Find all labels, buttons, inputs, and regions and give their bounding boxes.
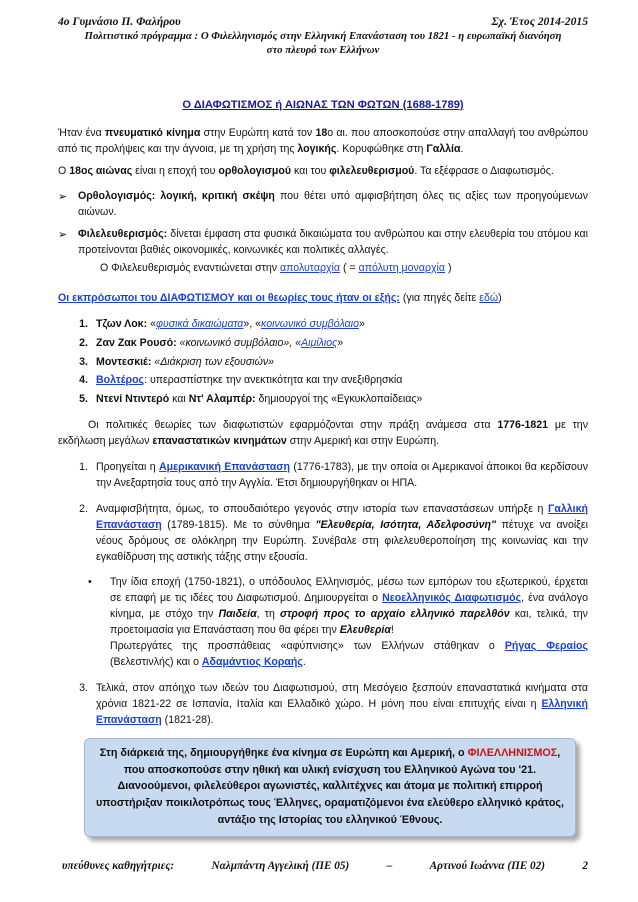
text: !: [390, 624, 394, 637]
list-item-text: [96, 355, 588, 371]
text: Αναμφισβήτητα, όμως, το σπουδαιότερο γεγονός στην ιστορία των επαναστάσεων υπήρξε η: [96, 502, 548, 515]
motto: "Ελευθερία, Ισότητα, Αδελφοσύνη": [315, 518, 497, 531]
page-title: Ο ΔΙΑΦΩΤΙΣΜΟΣ ή ΑΙΩΝΑΣ ΤΩΝ ΦΩΤΩΝ (1688-1789): [182, 99, 464, 111]
list-number: 1.: [79, 317, 88, 330]
bold-term: 18ος αιώνας: [69, 164, 133, 177]
link-french-revolution[interactable]: Γαλλική Επανάσταση: [96, 502, 588, 531]
bold-term: 18: [315, 126, 328, 139]
text: , ένα ανάλογο κίνημα, με στόχο την: [110, 592, 588, 621]
text: (1821-28).: [161, 713, 214, 726]
text: , τη: [256, 608, 281, 621]
text: ( =: [340, 262, 359, 275]
event-text: [96, 460, 588, 492]
liberalism-opposition: [58, 261, 588, 277]
bullet-text: [78, 189, 588, 221]
representatives-list: [58, 317, 588, 408]
list-number: 3.: [79, 355, 88, 368]
school-year: Σχ. Έτος 2014-2015: [491, 15, 588, 28]
text: Οι πολιτικές θεωρίες των διαφωτιστών εφαρμόζονται στην πράξη ανάμεσα στα: [88, 419, 498, 432]
event-greek-revolution: [58, 681, 588, 729]
text: Ήταν ένα: [58, 126, 105, 139]
person-name: Τζων Λοκ:: [96, 317, 148, 330]
text: που θέτει υπό αμφισβήτηση όλες τις αξίες των προηγούμενων αιώνων.: [78, 190, 588, 219]
bold-term: Γαλλία: [426, 142, 461, 155]
bullet-text: [78, 227, 588, 259]
link-absolutism[interactable]: απολυταρχία: [279, 262, 341, 275]
program-title-line1: Πολιτιστικό πρόγραμμα : Ο Φιλελληνισμός στην Ελληνική Επανάσταση του 1821 - η ευρωπαϊκή διανόηση: [84, 30, 562, 43]
text: είναι η εποχή του: [132, 164, 219, 177]
text: Τελικά, στον απόηχο των ιδεών του Διαφωτισμού, στη Μεσόγειο ξεσπούν επαναστατικά κινήματα στα χρόνια 1821-22 σε Ισπανία, Ιταλία και Ελλαδικό χώρο. Η μόνη που είναι επιτυχής είναι η: [96, 681, 588, 710]
list-number: 5.: [79, 393, 88, 406]
event-text: [96, 502, 588, 566]
link-social-contract[interactable]: κοινωνικό συμβόλαιο: [261, 317, 359, 330]
text: .: [460, 142, 464, 155]
link-emile[interactable]: Αιμίλιος: [301, 336, 338, 349]
main-content: [58, 97, 588, 738]
application-paragraph: [58, 418, 588, 450]
link-american-revolution[interactable]: Αμερικανική Επανάσταση: [158, 461, 291, 474]
text: , που αποσκοπούσε στην ηθική και υλική ενίσχυση του Ελληνικού Αγώνα του '21. Διανοούμενοι, φιλελεύθεροι αγωνιστές, καλλιτέχνες και άτομα με πολιτική επιρροή υποστήριξαν ποικιλοτρόπως τους Έλληνες, οραματιζόμενοι ένα ελεύθερο ελληνικό κράτος, αντάξιο της Ιστορίας του ελληνικού Έθνους.: [95, 747, 565, 826]
list-item-text: [96, 336, 588, 352]
bullet-liberalism: [58, 227, 588, 259]
person-name: Ντ' Αλαμπέρ:: [185, 393, 256, 406]
bold-term: Φιλελευθερισμός:: [78, 228, 168, 241]
text: »: [337, 336, 344, 349]
text: »: [358, 317, 365, 330]
link-natural-rights[interactable]: φυσικά δικαιώματα: [155, 317, 244, 330]
list-item-text: [96, 317, 588, 333]
link-adamantios-korais[interactable]: Αδαμάντιος Κοραής: [201, 655, 303, 668]
footer-teacher-1: Ναλμπάντη Αγγελική (ΠΕ 05): [211, 860, 350, 872]
bold-term: ορθολογισμού: [218, 164, 291, 177]
program-title-line2: στο πλευρό των Ελλήνων: [266, 44, 380, 57]
text: : υπερασπίστηκε την ανεκτικότητα και την ανεξιθρησκία: [144, 374, 403, 387]
text: Ο Φιλελευθερισμός εναντιώνεται στην: [100, 262, 280, 275]
text: (για πηγές δείτε: [399, 291, 480, 304]
list-number: 1.: [79, 461, 88, 474]
text: δίνεται έμφαση στα φυσικά δικαιώματα του ανθρώπου και στην ελευθερία του ατόμου και προτείνονται βαθιές οικονομικές, κοινωνικές και πολιτικές αλλαγές.: [78, 228, 588, 257]
list-number: 3.: [79, 681, 88, 694]
bold-term: στροφή προς το αρχαίο ελληνικό παρελθόν: [280, 608, 510, 621]
text: Πρωτεργάτες της προσπάθειας «αφύπνισης» των Ελλήνων στάθηκαν ο: [110, 639, 505, 652]
bold-term: 1776-1821: [497, 419, 549, 432]
text: Την ίδια εποχή (1750-1821), ο υπόδουλος Ελληνισμός, μέσω των εμπόρων του εξωτερικού, έρχεται σε επαφή με τις ιδέες του Διαφωτισμού. Δημιουργείται ο: [110, 576, 588, 605]
list-item-text: [96, 373, 588, 389]
bold-term: επαναστατικών κινημάτων: [152, 435, 287, 448]
list-item: [58, 355, 588, 371]
page-footer: [62, 858, 588, 875]
bold-term: Παιδεία: [218, 608, 257, 621]
list-item: [58, 317, 588, 333]
bold-term: φιλελευθερισμού: [329, 164, 415, 177]
bold-term: Ορθολογισμός: λογική, κριτική σκέψη: [78, 190, 275, 203]
person-name: Ντενί Ντιντερό: [96, 393, 173, 406]
event-text: [96, 681, 588, 729]
text: Ο: [58, 164, 70, 177]
text: με την εκδήλωση μεγάλων: [58, 419, 588, 448]
arrow-bullet-icon: ➢: [58, 191, 68, 204]
page-header: [58, 14, 588, 57]
intro-paragraph: [58, 126, 588, 158]
text: πέτυχε να ανοίξει νέους δρόμους σε ολόκληρη την Ευρώπη. Συνέβαλε στη φιλελευθεροποίηση της κοινωνίας και την εγκαθίδρυση της αστικής τάξης στην εξουσία.: [96, 518, 589, 563]
page-number: 2: [582, 860, 588, 872]
representatives-heading: Οι εκπρόσωποι του ΔΙΑΦΩΤΙΣΜΟΥ και οι θεωρίες τους ήταν οι εξής:: [58, 291, 400, 304]
text: και του: [291, 164, 330, 177]
text: ): [445, 262, 452, 275]
list-item-text: [96, 392, 588, 408]
text: Προηγείται η: [96, 461, 159, 474]
person-name: Μοντεσκιέ:: [96, 355, 152, 368]
philhellenism-term: ΦΙΛΕΛΛΗΝΙΣΜΟΣ: [467, 747, 558, 759]
text: και: [172, 393, 186, 406]
text: .: [302, 655, 306, 668]
bullet-text: [110, 575, 588, 670]
text: (1776-1783), με την οποία οι Αμερικανοί άποικοι θα κερδίσουν την Ανεξαρτησία τους από την Αγγλία. Έτσι δημιουργήθηκαν οι ΗΠΑ.: [96, 461, 589, 489]
link-greek-revolution[interactable]: Ελληνική Επανάσταση: [96, 697, 588, 726]
text: στην Αμερική και στην Ευρώπη.: [286, 435, 440, 448]
text: «: [147, 317, 156, 330]
link-rigas-feraios[interactable]: Ρήγας Φεραίος: [504, 639, 588, 652]
text: . Τα εξέφρασε ο Διαφωτισμός.: [414, 164, 554, 177]
list-number: 2.: [79, 502, 88, 515]
text: . Κορυφώθηκε στη: [336, 142, 427, 155]
philhellenism-callout: [84, 738, 576, 837]
link-voltaire[interactable]: Βολτέρος: [96, 374, 145, 387]
text: (1789-1815). Με το σύνθημα: [161, 518, 316, 531]
greek-enlightenment-bullet: [88, 575, 588, 670]
footer-dash: –: [386, 860, 393, 872]
text: (Βελεστινλής) και ο: [110, 655, 202, 668]
school-name: 4ο Γυμνάσιο Π. Φαλήρου: [58, 15, 181, 28]
bullet-rationalism: [58, 189, 588, 221]
text: «κοινωνικό συμβόλαιο», «: [176, 336, 302, 349]
text: », «: [243, 317, 262, 330]
bold-term: πνευματικό κίνημα: [105, 126, 201, 139]
text: στην Ευρώπη κατά τον: [200, 126, 316, 139]
intro-paragraph-2: [58, 164, 588, 180]
list-item: [58, 336, 588, 352]
text: Στη διάρκειά της, δημιουργήθηκε ένα κίνημα σε Ευρώπη και Αμερική, ο: [99, 747, 468, 759]
representatives-heading-line: [58, 291, 588, 307]
text: ο αι. που αποσκοπούσε στην απαλλαγή του ανθρώπου από τις προλήψεις και την άγνοια, με τη χρήση της: [58, 126, 588, 155]
text: δημιουργοί της «Εγκυκλοπαίδειας»: [255, 393, 423, 406]
text: «Διάκριση των εξουσιών»: [151, 355, 275, 368]
link-sources-here[interactable]: εδώ: [479, 291, 499, 304]
list-number: 2.: [79, 336, 88, 349]
event-french-revolution: [58, 502, 588, 566]
footer-teacher-2: Αρτινού Ιωάννα (ΠΕ 02): [429, 860, 545, 872]
footer-label: υπεύθυνες καθηγήτριες:: [62, 860, 175, 872]
event-american-revolution: [58, 460, 588, 492]
link-modern-greek-enlightenment[interactable]: Νεοελληνικός Διαφωτισμός: [382, 592, 522, 605]
link-absolute-monarchy[interactable]: απόλυτη μοναρχία: [358, 262, 446, 275]
person-name: Ζαν Ζακ Ρουσό:: [96, 336, 177, 349]
list-item: [58, 392, 588, 408]
dot-bullet-icon: •: [88, 576, 92, 589]
bold-term: λογικής: [297, 142, 337, 155]
arrow-bullet-icon: ➢: [58, 229, 68, 242]
list-number: 4.: [79, 374, 88, 387]
bold-term: Ελευθερία: [339, 624, 391, 637]
text: και, τελικά, την προετοιμασία για Επανάσταση που θα φέρει την: [110, 608, 588, 637]
list-item: [58, 373, 588, 389]
text: ): [498, 291, 502, 304]
